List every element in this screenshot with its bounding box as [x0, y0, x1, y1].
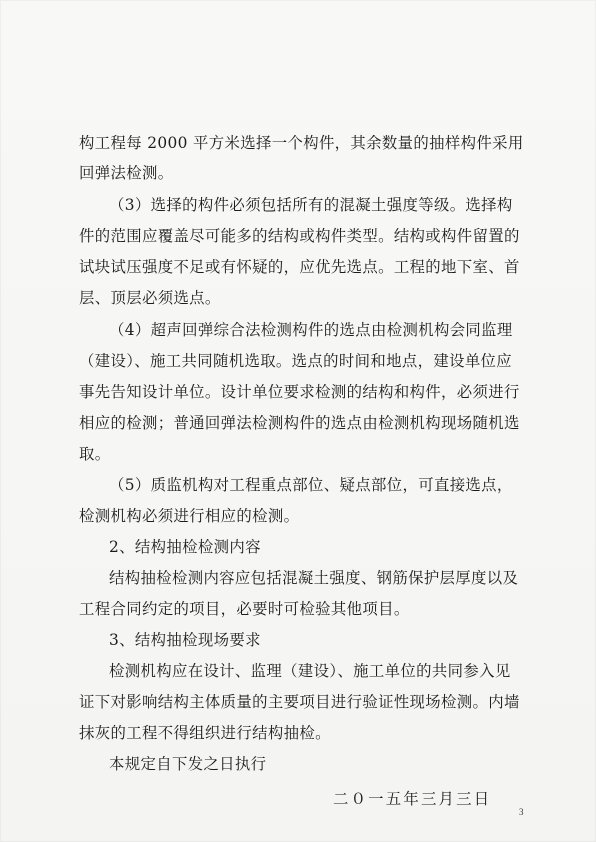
section-3-line-1: 检测机构应在设计、监理（建设）、施工单位的共同参入见	[109, 662, 511, 680]
section-2-line-1: 结构抽检检测内容应包括混凝土强度、钢筋保护层厚度以及	[109, 569, 519, 587]
item-4-line-3: 事先告知设计单位。设计单位要求检测的结构和构件，必须进行	[79, 383, 520, 401]
section-2-heading: 2、结构抽检检测内容	[109, 538, 261, 556]
item-4-line-2: （建设）、施工共同随机选取。选点的时间和地点，建设单位应	[79, 352, 513, 370]
section-3-line-2: 证下对影响结构主体质量的主要项目进行验证性现场检测。内墙	[79, 693, 520, 711]
section-3-heading: 3、结构抽检现场要求	[109, 631, 261, 649]
issue-date: 二０一五年三月三日	[333, 790, 492, 808]
item-3-line-3: 试块试压强度不足或有怀疑的，应优先选点。工程的地下室、首	[79, 258, 520, 276]
section-3-line-3: 抹灰的工程不得组织进行结构抽检。	[79, 724, 331, 742]
section-2-line-2: 工程合同约定的项目，必要时可检验其他项目。	[79, 600, 410, 618]
item-4-line-4: 相应的检测；普通回弹法检测构件的选点由检测机构现场随机选	[79, 414, 520, 432]
page-number: 3	[519, 807, 524, 817]
body-line-1: 构工程每 2000 平方米选择一个构件，其余数量的抽样构件采用	[79, 134, 524, 152]
item-5-line-2: 检测机构必须进行相应的检测。	[79, 507, 300, 525]
body-line-2: 回弹法检测。	[79, 164, 174, 182]
item-3-line-1: （3）选择的构件必须包括所有的混凝土强度等级。选择构	[109, 196, 513, 214]
effective-date-note: 本规定自下发之日执行	[109, 755, 267, 773]
item-3-line-2: 件的范围应覆盖尽可能多的结构或构件类型。结构或构件留置的	[79, 227, 520, 245]
item-5-line-1: （5）质监机构对工程重点部位、疑点部位，可直接选点，	[109, 476, 513, 494]
item-4-line-1: （4）超声回弹综合法检测构件的选点由检测机构会同监理	[109, 321, 513, 339]
item-4-line-5: 取。	[79, 445, 111, 463]
item-3-line-4: 层、顶层必须选点。	[79, 289, 221, 307]
